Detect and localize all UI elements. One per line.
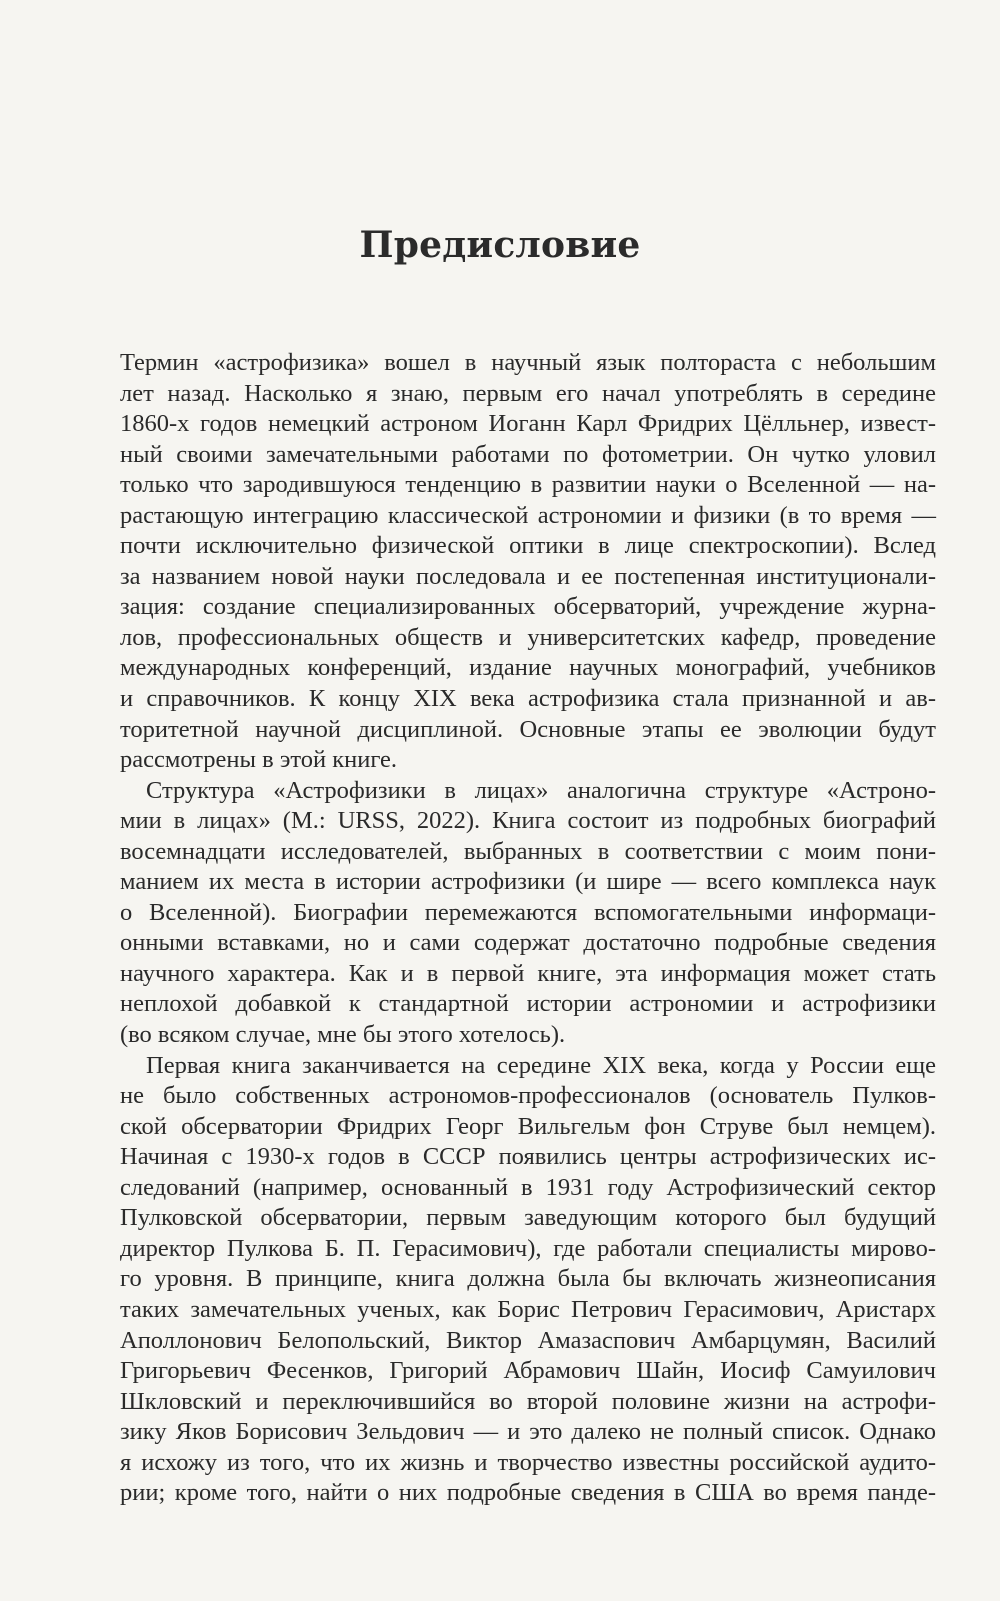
text-line: о Вселенной). Биографии перемежаются вспомогательными информаци-: [120, 898, 936, 926]
paragraph-2: [120, 776, 936, 1051]
text-line: го уровня. В принципе, книга должна была бы включать жизнеописания: [120, 1265, 936, 1293]
text-line: не было собственных астрономов-профессионалов (основатель Пулков-: [120, 1082, 936, 1110]
text-line: зация: создание специализированных обсерваторий, учреждение журна-: [120, 593, 936, 621]
paragraph-1: [120, 348, 936, 776]
text-line: научного характера. Как и в первой книге, эта информация может стать: [120, 959, 936, 987]
text-line: Структура «Астрофизики в лицах» аналогична структуре «Астроно-: [146, 776, 936, 804]
text-line: Шкловский и переключившийся во второй половине жизни на астрофи-: [120, 1387, 936, 1415]
paragraph-3: [120, 1051, 936, 1509]
text-line: Григорьевич Фесенков, Григорий Абрамович Шайн, Иосиф Самуилович: [120, 1357, 936, 1385]
text-line: (во всяком случае, мне бы этого хотелось).: [120, 1021, 566, 1049]
text-line: лет назад. Насколько я знаю, первым его начал употреблять в середине: [120, 379, 936, 407]
text-line: Пулковской обсерватории, первым заведующим которого был будущий: [120, 1204, 936, 1232]
text-line: и справочников. К концу XIX века астрофизика стала признанной и ав-: [120, 685, 936, 713]
text-line: зику Яков Борисович Зельдович — и это далеко не полный список. Однако: [120, 1418, 936, 1446]
text-line: за названием новой науки последовала и ее постепенная институционали-: [120, 562, 936, 590]
text-line: неплохой добавкой к стандартной истории астрономии и астрофизики: [120, 990, 936, 1018]
body-text: [120, 348, 936, 1509]
text-line: рассмотрены в этой книге.: [120, 746, 398, 774]
text-line: торитетной научной дисциплиной. Основные этапы ее эволюции будут: [120, 715, 936, 743]
text-line: таких замечательных ученых, как Борис Петрович Герасимович, Аристарх: [120, 1295, 936, 1323]
text-line: следований (например, основанный в 1931 году Астрофизический сектор: [120, 1173, 936, 1201]
text-line: только что зародившуюся тенденцию в развитии науки о Вселенной — на-: [120, 471, 936, 499]
text-line: восемнадцати исследователей, выбранных в соответствии с моим пони-: [120, 837, 936, 865]
page-title: Предисловие: [359, 224, 641, 266]
text-line: 1860-х годов немецкий астроном Иоганн Карл Фридрих Цёлльнер, извест-: [120, 410, 936, 438]
text-line: Начиная с 1930-х годов в СССР появились центры астрофизических ис-: [120, 1143, 936, 1171]
text-line: манием их места в истории астрофизики (и шире — всего комплекса наук: [120, 868, 936, 896]
text-line: международных конференций, издание научных монографий, учебников: [120, 654, 936, 682]
text-line: мии в лицах» (М.: URSS, 2022). Книга состоит из подробных биографий: [120, 807, 936, 835]
text-line: онными вставками, но и сами содержат достаточно подробные сведения: [120, 929, 936, 957]
text-line: почти исключительно физической оптики в лице спектроскопии). Вслед: [120, 532, 936, 560]
text-line: Аполлонович Белопольский, Виктор Амазаспович Амбарцумян, Василий: [120, 1326, 936, 1354]
text-line: директор Пулкова Б. П. Герасимович), где работали специалисты мирово-: [120, 1234, 936, 1262]
text-line: Первая книга заканчивается на середине XIX века, когда у России еще: [146, 1051, 936, 1079]
text-line: Термин «астрофизика» вошел в научный язык полтораста с небольшим: [120, 349, 936, 376]
text-line: ный своими замечательными работами по фотометрии. Он чутко уловил: [120, 440, 936, 468]
text-line: рии; кроме того, найти о них подробные сведения в США во время панде-: [120, 1479, 936, 1507]
text-line: ской обсерватории Фридрих Георг Вильгельм фон Струве был немцем).: [120, 1112, 936, 1140]
text-line: лов, профессиональных обществ и университетских кафедр, проведение: [120, 623, 936, 651]
text-line: я исхожу из того, что их жизнь и творчество известны российской аудито-: [120, 1448, 936, 1476]
text-line: растающую интеграцию классической астрономии и физики (в то время —: [120, 501, 936, 529]
